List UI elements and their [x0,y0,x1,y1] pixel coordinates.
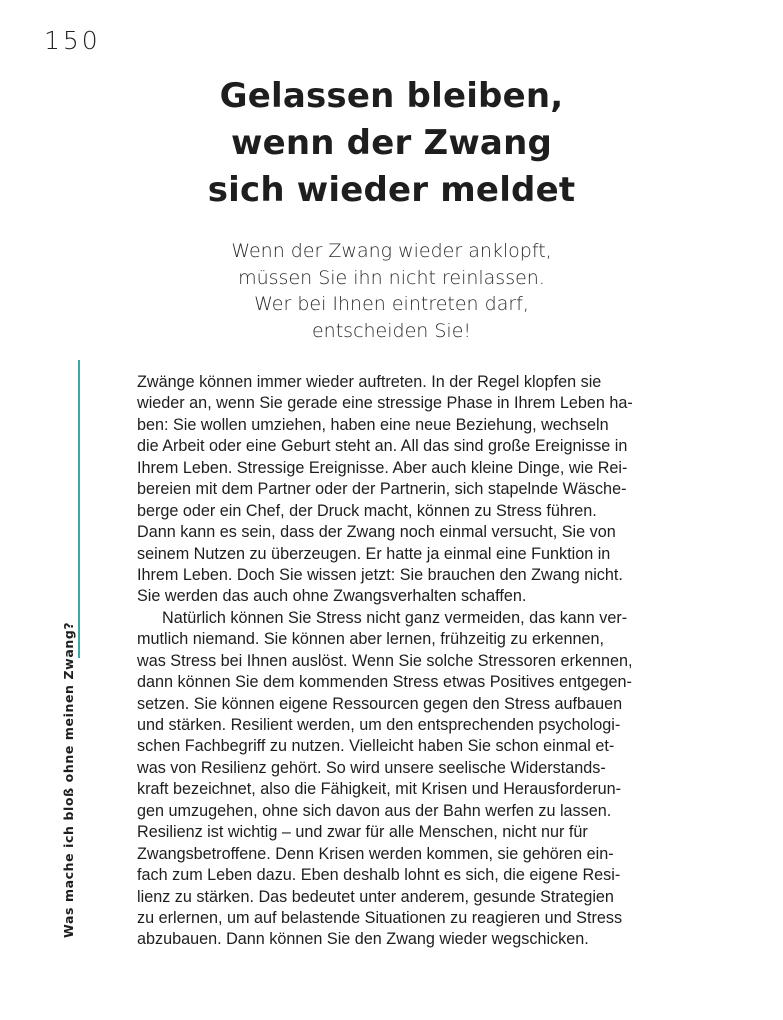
side-running-head-text: Was mache ich bloß ohne meinen Zwang? [61,621,76,938]
body-line: Resilienz ist wichtig – und zwar für alle Menschen, nicht nur für [137,823,588,842]
body-line: berge oder ein Chef, der Druck macht, können zu Stress führen. [137,501,597,520]
chapter-subtitle [170,238,613,344]
body-line: Dann kann es sein, dass der Zwang noch einmal versucht, Sie von [137,523,616,542]
body-line: zu erlernen, um auf belastende Situationen zu reagieren und Stress [137,908,623,927]
body-line: bereien mit dem Partner oder der Partnerin, sich stapelnde Wäsche- [137,480,627,499]
body-line: fach zum Leben dazu. Eben deshalb lohnt es sich, die eigene Resi- [137,866,621,885]
body-line: die Arbeit oder eine Geburt steht an. All das sind große Ereignisse in [137,437,628,456]
body-line: wieder an, wenn Sie gerade eine stressige Phase in Ihrem Leben ha- [137,394,633,413]
chapter-title-line: wenn der Zwang [230,123,553,163]
body-line: lienz zu stärken. Das bedeutet unter anderem, gesunde Strategien [137,887,614,906]
body-line: abzubauen. Dann können Sie den Zwang wieder wegschicken. [137,930,589,949]
accent-divider-line [78,360,80,658]
body-line: Zwangsbetroffene. Denn Krisen werden kommen, sie gehören ein- [137,844,614,863]
body-line: und stärken. Resilient werden, um den entsprechenden psychologi- [137,716,621,734]
subtitle-line: entscheiden Sie! [311,319,471,342]
subtitle-line: Wenn der Zwang wieder anklopft, [231,240,552,262]
chapter-title [150,73,633,214]
body-line: schen Fachbegriff zu nutzen. Vielleicht haben Sie schon einmal et- [137,737,615,756]
body-line: kraft bezeichnet, also die Fähigkeit, mit Krisen und Herausforderun- [137,780,622,799]
body-line: gen umzugehen, ohne sich davon aus der Bahn werfen zu lassen. [137,801,612,820]
body-line: seinem Nutzen zu überzeugen. Er hatte ja einmal eine Funktion in [137,544,611,563]
chapter-title-line: Gelassen bleiben, [219,76,564,116]
body-text [137,372,657,951]
body-line: Zwänge können immer wieder auftreten. In der Regel klopfen sie [137,373,602,391]
chapter-title-line: sich wieder meldet [207,170,576,210]
side-running-head [60,360,80,938]
body-line: dann können Sie dem kommenden Stress etwas Positives entgegen- [137,673,632,692]
body-line: ben: Sie wollen umziehen, haben eine neue Beziehung, wechseln [137,415,609,434]
subtitle-line: müssen Sie ihn nicht reinlassen. [238,266,545,289]
body-line: Ihrem Leben. Doch Sie wissen jetzt: Sie brauchen den Zwang nicht. [137,565,623,584]
body-line: mutlich niemand. Sie können aber lernen, frühzeitig zu erkennen, [137,630,605,649]
body-line: Ihrem Leben. Stressige Ereignisse. Aber auch kleine Dinge, wie Rei- [137,458,628,477]
page-number: 150 [44,26,101,55]
body-line: was Stress bei Ihnen auslöst. Wenn Sie solche Stressoren erkennen, [137,651,633,670]
body-line: setzen. Sie können eigene Ressourcen gegen den Stress aufbauen [137,694,623,713]
body-line-paragraph-start: Natürlich können Sie Stress nicht ganz vermeiden, das kann ver- [162,608,628,627]
subtitle-line: Wer bei Ihnen eintreten darf, [254,293,529,315]
body-line: was von Resilienz gehört. So wird unsere seelische Widerstands- [137,758,606,777]
body-line: Sie werden das auch ohne Zwangsverhalten schaffen. [137,587,527,606]
